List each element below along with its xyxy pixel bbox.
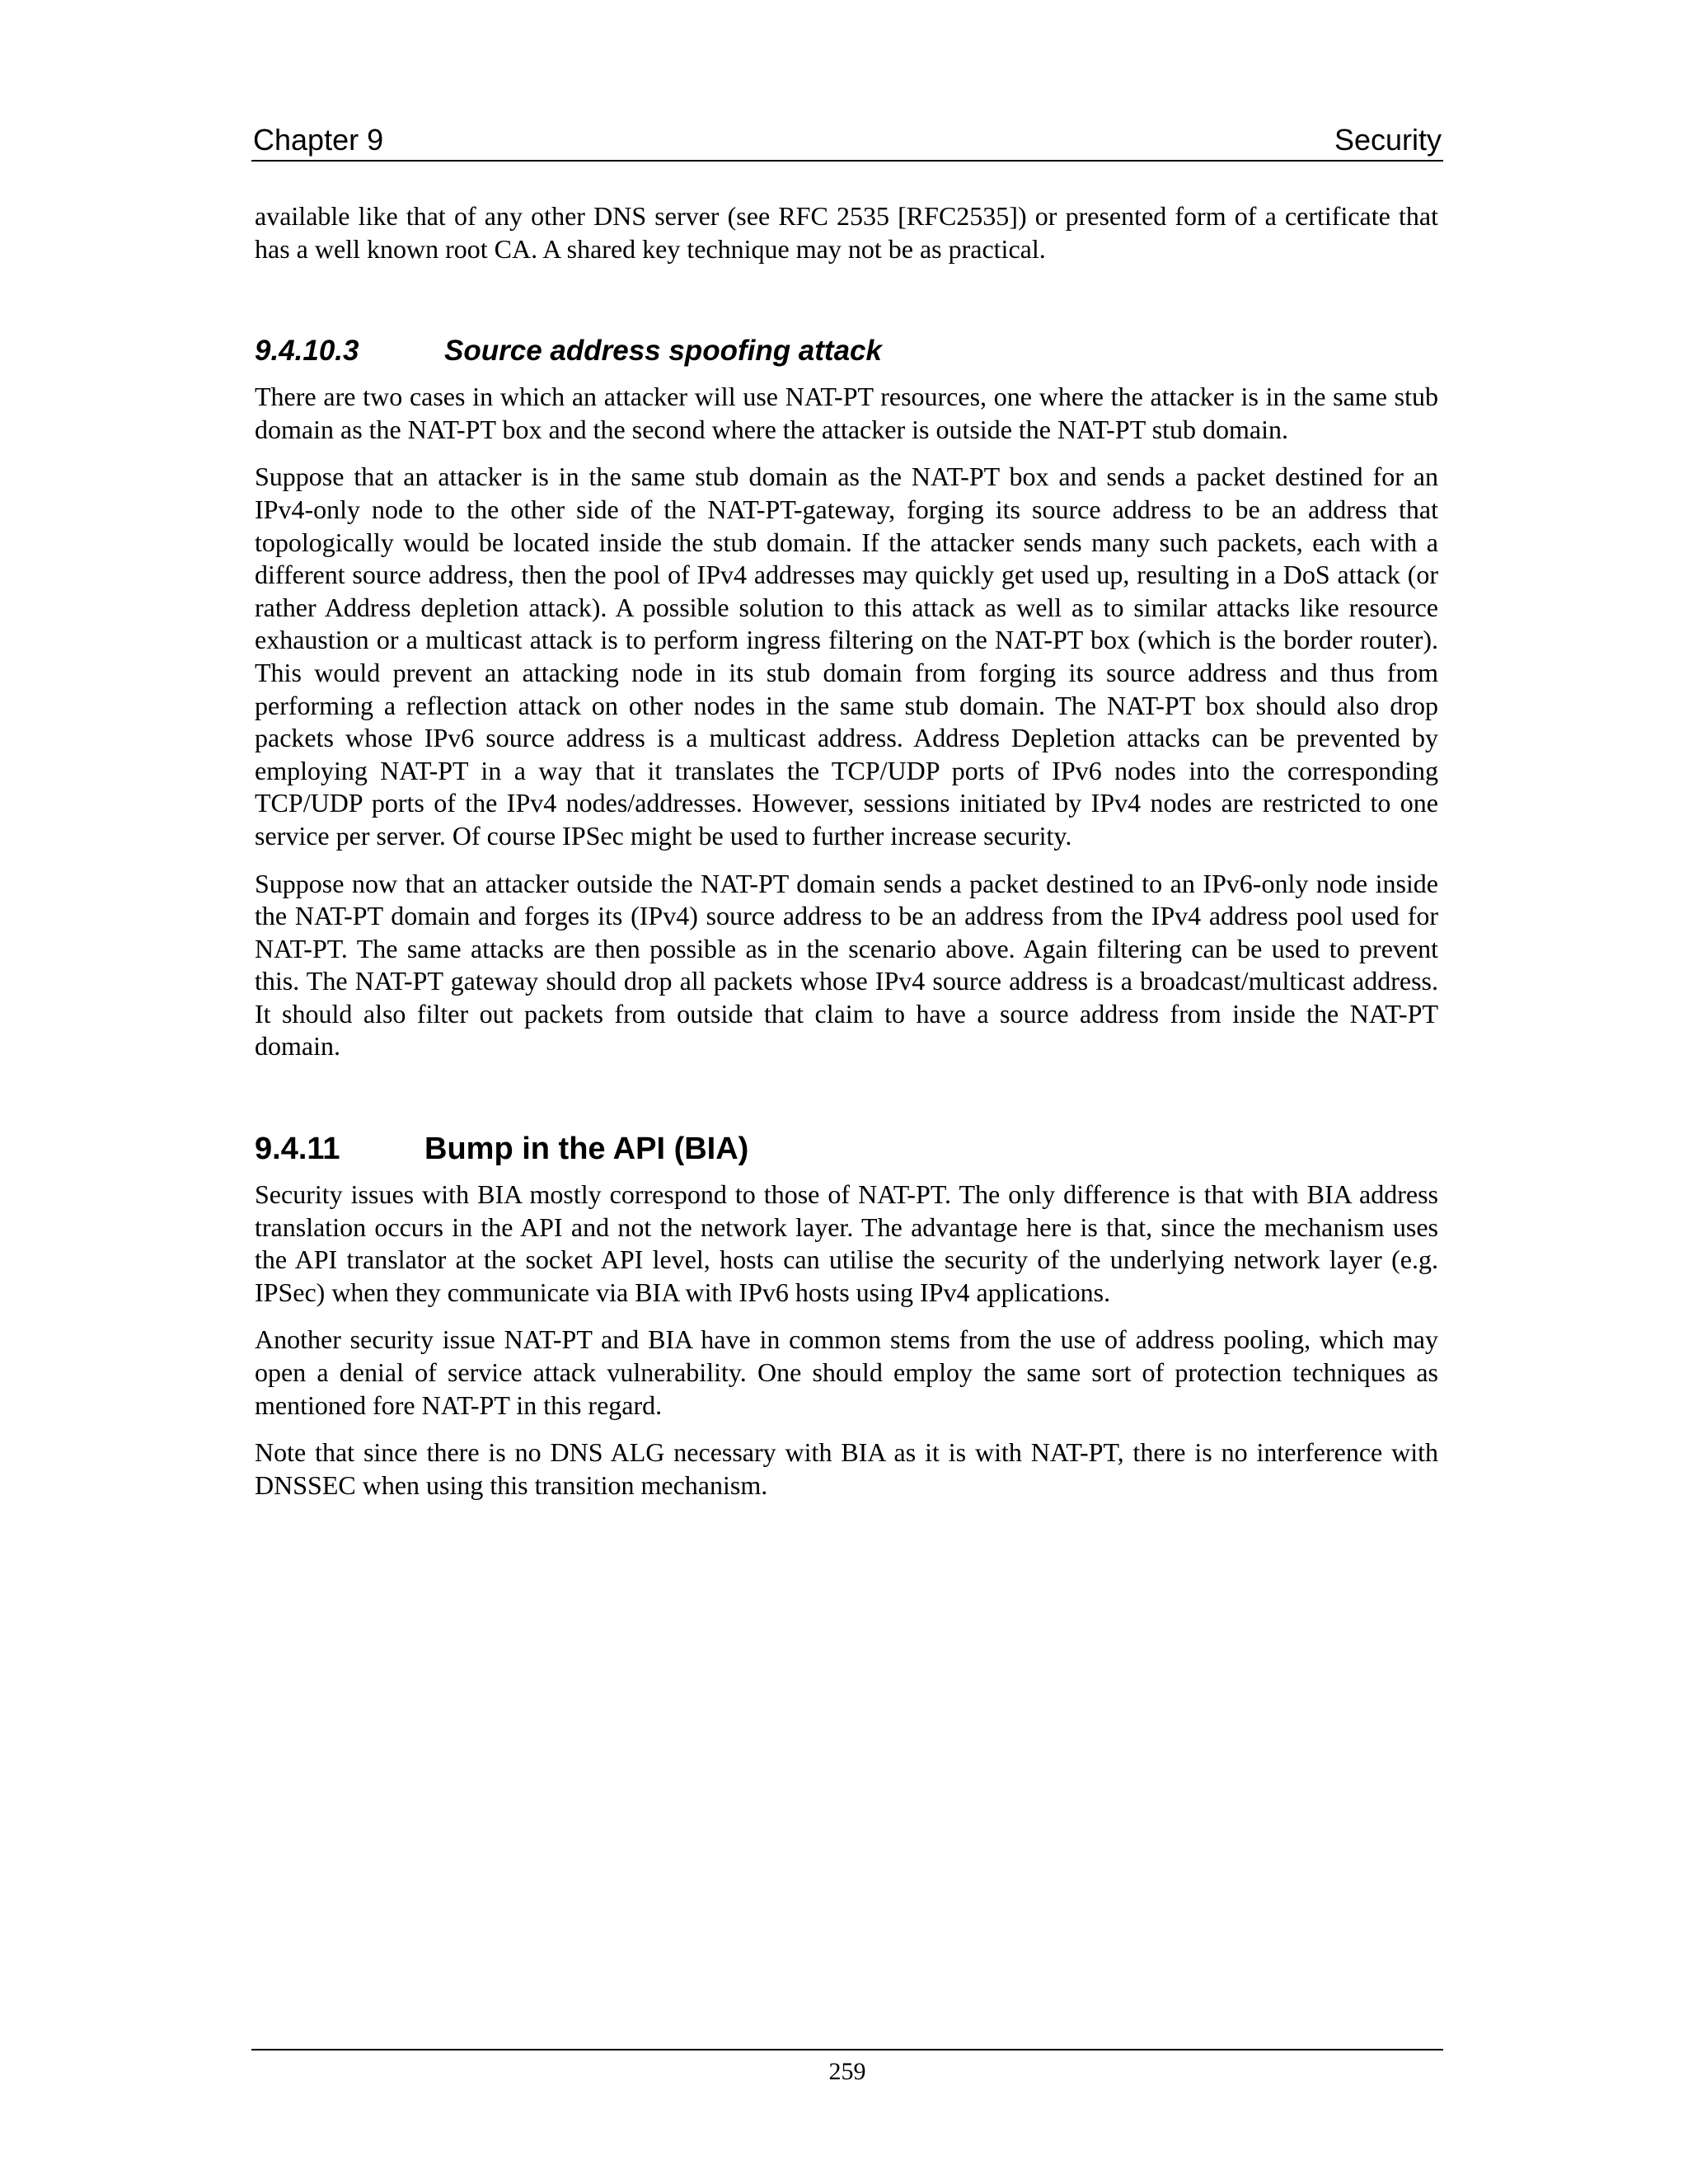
section-label: Security bbox=[1334, 123, 1442, 157]
heading-title: Source address spoofing attack bbox=[444, 335, 882, 368]
paragraph: There are two cases in which an attacker will use NAT-PT resources, one where the attacker is in the same stub domain as the NAT-PT box and the second where the attacker is outside the NAT-PT stub domain. bbox=[255, 382, 1438, 444]
chapter-label: Chapter 9 bbox=[253, 123, 384, 157]
paragraph: Note that since there is no DNS ALG necessary with BIA as it is with NAT-PT, there is no interference with DNSSEC when using this transition mechanism. bbox=[255, 1437, 1438, 1500]
heading-9-4-11 bbox=[255, 1129, 1438, 1169]
paragraph: Suppose now that an attacker outside the NAT-PT domain sends a packet destined to an IPv6-only node inside the NAT-PT domain and forges its (IPv4) source address to be an address from the IPv4 address pool used for NAT-PT. The same attacks are then possible as in the scenario above. Again filtering can be used to prevent this. The NAT-PT gateway should drop all packets whose IPv4 source address is a broadcast/multicast address. It should also filter out packets from outside that claim to have a source address from inside the NAT-PT domain. bbox=[255, 868, 1438, 1062]
page-footer bbox=[251, 2049, 1443, 2087]
heading-title: Bump in the API (BIA) bbox=[424, 1132, 749, 1167]
heading-9-4-10-3 bbox=[255, 333, 1438, 369]
intro-paragraph: available like that of any other DNS server (see RFC 2535 [RFC2535]) or presented form of a certificate that has a well known root CA. A shared key technique may not be as practical. bbox=[255, 201, 1438, 264]
paragraph: Suppose that an attacker is in the same stub domain as the NAT-PT box and sends a packet destined for an IPv4-only node to the other side of the NAT-PT-gateway, forging its source address to be an address that topologically would be located inside the stub domain. If the attacker sends many such packets, each with a different source address, then the pool of IPv4 addresses may quickly get used up, resulting in a DoS attack (or rather Address depletion attack). A possible solution to this attack as well as to similar attacks like resource exhaustion or a multicast attack is to perform ingress filtering on the NAT-PT box (which is the border router). This would prevent an attacking node in its stub domain from forging its source address and thus from performing a reflection attack on other nodes in the same stub domain. The NAT-PT box should also drop packets whose IPv6 source address is a multicast address. Address Depletion attacks can be prevented by employing NAT-PT in a way that it translates the TCP/UDP ports of IPv6 nodes into the corresponding TCP/UDP ports of the IPv4 nodes/addresses. However, sessions initiated by IPv4 nodes are restricted to one service per server. Of course IPSec might be used to further increase security. bbox=[255, 462, 1438, 851]
page-content bbox=[255, 200, 1438, 1502]
paragraph: Security issues with BIA mostly correspond to those of NAT-PT. The only difference is that with BIA address translation occurs in the API and not the network layer. The advantage here is that, since the mechanism uses the API translator at the socket API level, hosts can utilise the security of the underlying network layer (e.g. IPSec) when they communicate via BIA with IPv6 hosts using IPv4 applications. bbox=[255, 1179, 1438, 1307]
page-number: 259 bbox=[828, 2058, 866, 2085]
heading-number: 9.4.10.3 bbox=[255, 335, 359, 368]
heading-number: 9.4.11 bbox=[255, 1132, 340, 1167]
page-header bbox=[251, 120, 1443, 162]
paragraph: Another security issue NAT-PT and BIA have in common stems from the use of address pooling, which may open a denial of service attack vulnerability. One should employ the same sort of protection techniques as mentioned fore NAT-PT in this regard. bbox=[255, 1324, 1438, 1420]
